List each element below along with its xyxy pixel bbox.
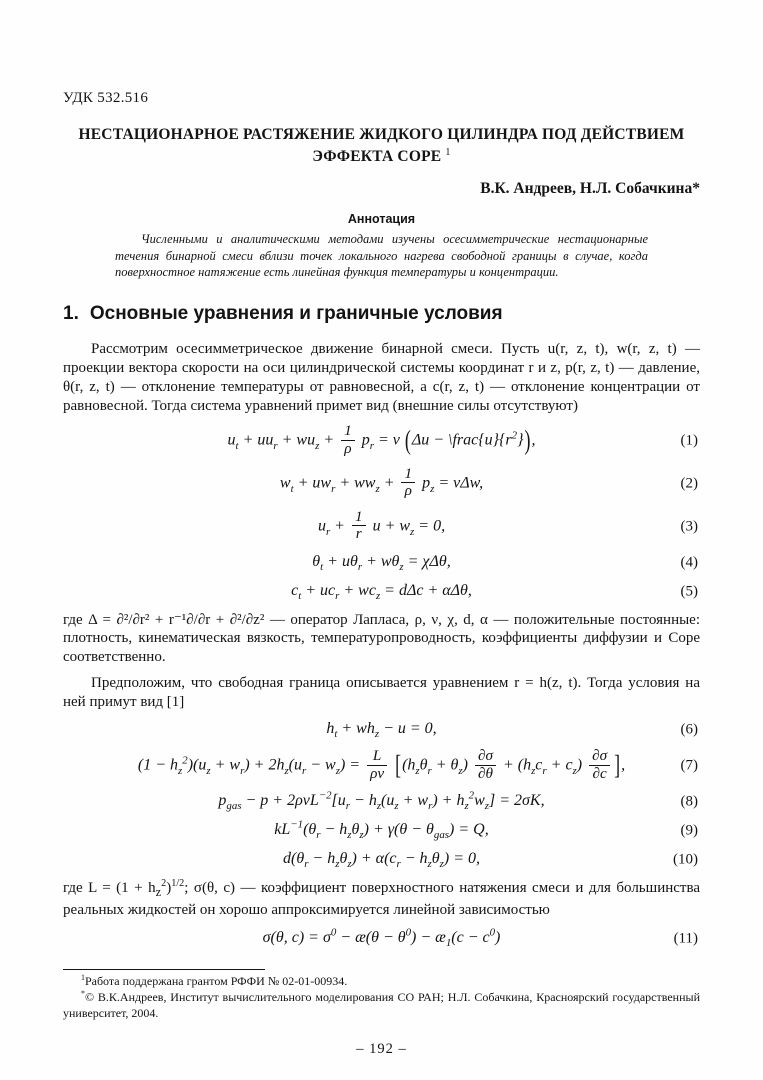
equation-row-11 [63, 926, 700, 949]
paper-title-line2: ЭФФЕКТА СОРЕ [312, 148, 442, 166]
paper-title-line1: НЕСТАЦИОНАРНОЕ РАСТЯЖЕНИЕ ЖИДКОГО ЦИЛИНДРА ПОД ДЕЙСТВИЕМ [78, 126, 685, 143]
equation-number: (9) [680, 822, 698, 839]
equation-row-1 [63, 424, 700, 458]
equation-formula: $(1 - h_z^2)(u_z + w_r) + 2h_z(u_r - w_z)$ = $\frac{L}{\rho\nu}$ [$(h_z\theta_r + \theta_z)$ $\frac{\partial\sigma}{\partial\theta}$ + $(h_zc_r + c_z)$ $\frac{\partial\sigma}{\partial c}$ ], [137, 747, 626, 782]
udk-code: УДК 532.516 [63, 90, 149, 106]
equation-formula: $u_r$ + $\frac{1}{r}$ $u + w_z = 0$, [317, 507, 446, 543]
equation-number: (3) [680, 518, 698, 535]
equation-number: (5) [680, 583, 698, 600]
title-footnote-mark: 1 [445, 146, 451, 158]
equation-formula: σ(θ, $c) = \sigma^0$ − æ(θ − $\theta^0$) − $æ_1(c - c^0)$ [262, 926, 501, 949]
equation-number: (4) [680, 554, 698, 571]
footnote-grant-mark: 1 [81, 972, 85, 982]
equation-formula: $d(\theta_r - h_z\theta_z) + \alpha(c_r - h_z\theta_z) = 0$, [283, 850, 480, 871]
equation-row-8 [63, 789, 700, 813]
footnote-rule [63, 969, 265, 970]
equation-number: (8) [680, 793, 698, 810]
footnote-grant [63, 974, 700, 990]
equation-number: (7) [680, 757, 698, 774]
equation-row-9 [63, 818, 700, 842]
equation-number: (10) [673, 851, 698, 868]
equation-formula: $w_t + uw_r + ww_z$ + $\frac{1}{\rho}$ $p_z = \nu\Delta w$, [279, 465, 484, 500]
equation-number: (2) [680, 475, 698, 492]
section-title: Основные уравнения и граничные условия [89, 302, 503, 324]
paper-title [73, 125, 690, 168]
equation-formula: $h_t + wh_z - u = 0$, [326, 720, 437, 741]
footnote-grant-text: Работа поддержана грантом РФФИ № 02-01-00934. [84, 973, 348, 988]
equation-row-2 [63, 467, 700, 501]
footnote-copyright-mark: * [81, 989, 85, 999]
paragraph-free-boundary: Предположим, что свободная граница описывается уравнением r = h(z, t). Тогда условия на ней примут вид [1] [63, 674, 700, 710]
footnote-copyright-text: © В.К.Андреев, Институт вычислительного моделирования СО РАН; Н.Л. Собачкина, Красноярский государственный университет, 2004. [63, 990, 700, 1020]
equation-row-6 [63, 720, 700, 740]
paragraph-laplace: где Δ = ∂²/∂r² + r⁻¹∂/∂r + ∂²/∂z² — оператор Лапласа, ρ, ν, χ, d, α — положительные постоянные: плотность, кинематическая вязкость, температуропроводность, коэффициенты диффузии и Соре соответственно. [63, 611, 700, 666]
abstract-heading: Аннотация [347, 212, 416, 226]
equation-formula: $p_{gas} - p + 2\rho\nu L^{-2}[u_r - h_z(u_z + w_r) + h_z^2w_z] = 2\sigma K$, [218, 789, 545, 813]
equation-number: (1) [680, 432, 698, 449]
page-number: – 192 – [356, 1041, 407, 1058]
authors-line: В.К. Андреев, Н.Л. Собачкина* [480, 180, 700, 197]
section-number: 1. [63, 302, 79, 324]
equation-formula: $u_t + uu_r + wu_z$ + $\frac{1}{\rho}$ $p_r = \nu$ $(\Delta u - \backslash frac\{u\}\{r^2\})$, [227, 422, 536, 457]
equation-row-3 [63, 507, 700, 544]
equation-number: (11) [673, 930, 698, 947]
footnote-copyright [63, 990, 700, 1021]
abstract-text: Численными и аналитическими методами изучены осесимметрические нестационарные течения бинарной смеси вблизи точек локального нагрева свободной границы в случае, когда поверхностное натяжение есть линейная функция температуры и концентрации. [115, 232, 648, 279]
paragraph-surface-tension: где $L = (1 + h_z^2)^{1/2}$; σ(θ, c) — коэффициент поверхностного натяжения смеси и для большинства реальных жидкостей он хорошо аппроксимируется линейной зависимостью [63, 878, 701, 918]
equation-formula: $kL^{-1}(\theta_r - h_z\theta_z) + \gamma(\theta - \theta_{gas}) = Q$, [274, 818, 489, 842]
equation-row-5 [63, 582, 700, 602]
equation-row-10 [63, 850, 700, 870]
equation-number: (6) [680, 721, 698, 738]
paragraph-intro: Рассмотрим осесимметрическое движение бинарной смеси. Пусть u(r, z, t), w(r, z, t) — проекции вектора скорости на оси цилиндрической системы координат r и z, p(r, z, t) — давление, θ(r, z, t) — отклонение температуры от равновесной, а c(r, z, t) — отклонение концентрации от равновесной. Тогда система уравнений примет вид (внешние силы отсутствуют) [63, 341, 700, 414]
equation-row-7 [63, 749, 700, 783]
equation-row-4 [63, 553, 700, 573]
equation-formula: $c_t + uc_r + wc_z = d\Delta c + \alpha\Delta\theta$, [291, 581, 472, 602]
equation-formula: $\theta_t + u\theta_r + w\theta_z = \chi\Delta\theta$, [312, 552, 451, 573]
section-heading [63, 303, 700, 325]
